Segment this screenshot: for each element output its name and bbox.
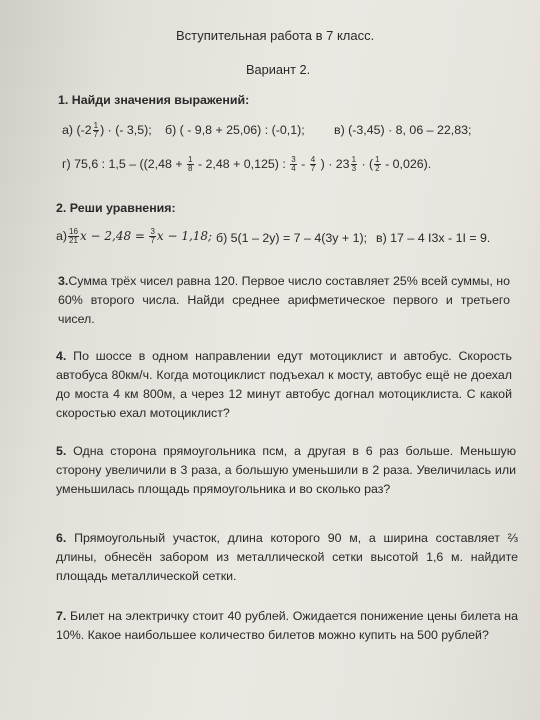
task1-g-fraction4	[351, 156, 357, 173]
task1-a-fraction	[93, 122, 99, 139]
task4	[56, 347, 512, 423]
task3-text: Сумма трёх чисел равна 120. Первое число составляет 25% всей суммы, но 60% второго числа. Найди среднее арифметическое первого и третьего чисел.	[58, 274, 510, 326]
task2-equation-c: в) 17 – 4 I3x - 1I = 9.	[376, 231, 491, 245]
task1-expression-a	[62, 122, 152, 139]
fraction-denominator: 2	[375, 164, 380, 174]
fraction-denominator: 7	[150, 236, 155, 246]
task4-text: По шоссе в одном направлении едут мотоциклист и автобус. Скорость автобуса 80км/ч. Когда мотоциклист подъехал к мосту, автобус ещё не доехал до моста 4 км 800м, а через 12 минут автобус догнал мотоциклиста. С какой скоростью ехал мотоциклист?	[56, 349, 512, 420]
task1-expression-g	[62, 156, 431, 173]
task7-text: Билет на электричку стоит 40 рублей. Ожидается понижение цены билета на 10%. Какое наибольшее количество билетов можно купить на 500 рублей?	[56, 609, 518, 642]
task1-a-rest: ) · (- 3,5);	[100, 123, 152, 137]
task1-g-part2: - 2,48 + 0,125) :	[197, 157, 286, 171]
task6-text: Прямоугольный участок, длина которого 90 м, а ширина составляет ⅔ длины, обнесён забором из металлической сетки высотой 1,6 м. найдите площадь металлической сетки.	[56, 531, 518, 583]
variant-label: Вариант 2.	[246, 62, 311, 77]
fraction-denominator: 7	[93, 130, 99, 140]
task1-g-part3: -	[301, 157, 306, 171]
fraction-denominator: 21	[69, 236, 78, 246]
fraction-numerator: 1	[188, 155, 193, 165]
task6-number: 6.	[56, 531, 67, 545]
fraction-denominator: 7	[310, 164, 316, 174]
task7	[56, 607, 518, 645]
fraction-numerator: 1	[93, 121, 99, 131]
fraction-numerator: 3	[291, 155, 296, 165]
fraction-numerator: 4	[310, 155, 316, 165]
task1-g-fraction5	[374, 156, 380, 173]
task6	[56, 529, 518, 586]
task2-a-end: x − 1,18;	[156, 229, 213, 243]
task1-g-fraction1	[187, 156, 193, 173]
task2-equation-a	[56, 228, 212, 245]
page-title: Вступительная работа в 7 класс.	[176, 28, 375, 43]
task2-a-fraction1	[68, 228, 79, 245]
task1-expression-b: б) ( - 9,8 + 25,06) : (-0,1);	[165, 123, 305, 137]
task3-number: 3.	[58, 274, 69, 288]
task1-expression-c: в) (-3,45) · 8, 06 – 22,83;	[334, 123, 472, 137]
task2-equation-b: б) 5(1 – 2y) = 7 – 4(3y + 1);	[216, 231, 368, 245]
task1-a-prefix: а) (-2	[62, 123, 92, 137]
task1-g-fraction2	[290, 156, 296, 173]
fraction-numerator: 1	[375, 155, 380, 165]
task5-number: 5.	[56, 444, 67, 458]
fraction-numerator: 16	[69, 227, 78, 237]
fraction-numerator: 1	[351, 155, 357, 165]
task2-a-fraction2	[149, 228, 155, 245]
task7-number: 7.	[56, 609, 67, 623]
task5	[56, 442, 516, 499]
task3	[58, 272, 510, 329]
task4-number: 4.	[56, 349, 67, 363]
task1-g-part5: · (	[361, 157, 374, 171]
task1-g-part6: - 0,026).	[385, 157, 432, 171]
fraction-denominator: 8	[188, 164, 193, 174]
task1-g-part4: ) · 23	[320, 157, 350, 171]
fraction-numerator: 3	[150, 227, 155, 237]
task2-a-middle: x − 2,48 =	[79, 229, 145, 243]
task1-g-fraction3	[310, 156, 316, 173]
task5-text: Одна сторона прямоугольника псм, а другая в 6 раз больше. Меньшую сторону увеличили в 3 раза, а большую уменьшили в 2 раза. Увеличилась или уменьшилась площадь прямоугольника и во сколько раз?	[56, 444, 516, 496]
task1-heading: 1. Найди значения выражений:	[58, 93, 250, 107]
task1-g-part1: г) 75,6 : 1,5 – ((2,48 +	[62, 157, 183, 171]
task2-a-prefix: а)	[56, 229, 68, 243]
fraction-denominator: 3	[351, 164, 357, 174]
task2-heading: 2. Реши уравнения:	[56, 201, 176, 215]
fraction-denominator: 4	[291, 164, 296, 174]
